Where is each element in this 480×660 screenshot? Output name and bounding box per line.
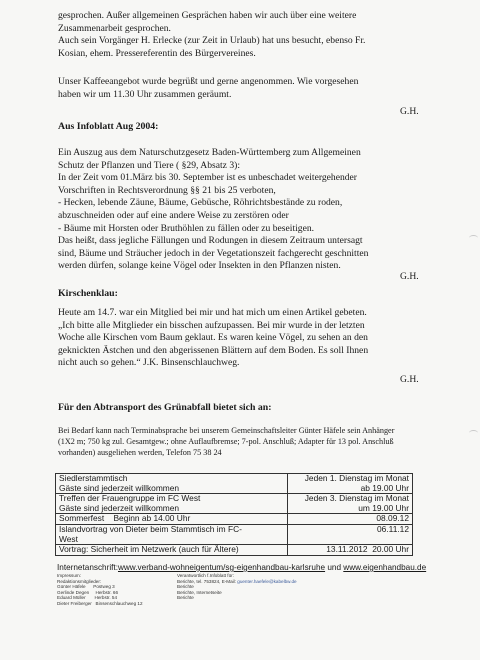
event-date: 08.09.12: [288, 514, 413, 525]
paragraph-anhaenger: Bei Bedarf kann nach Terminabsprache bei unserem Gemeinschaftsleiter Günter Häfele sein Anhänger (1X2 m; 750 kg zul. Gesamtgew.; ohne Auflaufbremse; 7-pol. Anschluß; Adapter für 13 pol. Anschluß vorhanden) ausgeliehen werden, Telefon 75 38 24: [58, 426, 395, 457]
impressum-row: Dieter Freiberger Binsenschlauchweg 12: [57, 600, 143, 606]
event-date: 13.11.2012 20.00 Uhr: [288, 545, 413, 556]
event-date: 06.11.12: [288, 524, 413, 544]
event-description: Islandvortrag von Dieter beim Stammtisch im FC- West: [56, 524, 288, 544]
heading-kirschenklau: Kirschenklau:: [58, 288, 118, 299]
table-row: [56, 514, 413, 525]
impressum-header: Redaktionsmitglieder:: [57, 578, 102, 584]
punch-hole-mark: [469, 430, 478, 436]
event-description: Sommerfest Beginn ab 14.00 Uhr: [56, 514, 288, 525]
heading-abtransport: Für den Abtransport des Grünabfall bietet sich an:: [58, 402, 272, 413]
table-row: [56, 474, 413, 494]
link-eigenhandbau[interactable]: www.eigenhandbau.de: [343, 563, 427, 572]
impressum-row: Berichte: [177, 595, 194, 601]
table-row: [56, 545, 413, 556]
table-row: [56, 494, 413, 514]
paragraph-naturschutz: Ein Auszug aus dem Naturschutzgesetz Baden-Württemberg zum Allgemeinen Schutz der Pflanzen und Tiere ( §29, Absatz 3): In der Zeit vom 01.März bis 30. September ist es unbeschadet weitergehender Vorschriften in Rechtsverordnung §§ 21 bis 25 verboten, - Hecken, lebende Zäune, Bäume, Gebüsche, Röhrichtsbestände zu roden, abzuschneiden oder auf eine andere Weise zu zerstören oder - Bäume mit Horsten oder Bruthöhlen zu fällen oder zu beseitigen. Das heißt, dass jegliche Fällungen und Rodungen in diesem Zeitraum untersagt sind, Bäume und Sträucher jedoch in der Vegetationszeit fachgerecht geschnitten werden dürfen, solange keine Vögel oder Insekten in den Pflanzen nisten.: [58, 147, 369, 272]
table-row: [56, 524, 413, 544]
paragraph-coffee: Unser Kaffeeangebot wurde begrüßt und gerne angenommen. Wie vorgesehen haben wir um 11.30 Uhr zusammen geräumt.: [58, 76, 359, 100]
event-date: Jeden 3. Dienstag im Monat um 19.00 Uhr: [288, 494, 413, 514]
event-description: Treffen der Frauengruppe im FC West Gäste sind jederzeit willkommen: [56, 494, 288, 514]
impressum-row: Eduard Müller Herbstr. 54: [57, 595, 117, 601]
signature-gh: G.H.: [400, 374, 419, 385]
paragraph-visit: gesprochen. Außer allgemeinen Gesprächen haben wir auch über eine weitere Zusammenarbeit gesprochen. Auch sein Vorgänger H. Erlecke (zur Zeit in Urlaub) hat uns besucht, ebenso Fr. Kosian, ehem. Pressereferentin des Bürgervereines.: [58, 10, 366, 59]
impressum-row: Gerlinde Degen Herbstr. 66: [57, 589, 119, 595]
signature-gh: G.H.: [400, 271, 419, 282]
impressum-email[interactable]: guenter.haefele@kabelbw.de: [237, 578, 297, 584]
impressum-row: Berichte, Internetseite: [177, 589, 222, 595]
link-verband[interactable]: www.verband-wohneigentum/sg-eigenhandbau-karlsruhe: [117, 563, 326, 572]
impressum-row: Berichte, tel. 753824, E-Mail: guenter.haefele@kabelbw.de: [177, 578, 297, 584]
impressum-row: Günter Häfele Postweg 3: [57, 584, 115, 590]
signature-gh: G.H.: [400, 106, 419, 117]
punch-hole-mark: [469, 235, 478, 241]
events-table: [55, 473, 413, 556]
internet-address: Internetanschrift:www.verband-wohneigentum/sg-eigenhandbau-karlsruhe und www.eigenhandbau.de: [57, 563, 427, 572]
heading-infoblatt: Aus Infoblatt Aug 2004:: [58, 121, 159, 132]
impressum-row: Berichte: [177, 584, 194, 590]
impressum-title: Impressum:: [57, 573, 81, 578]
impressum-row: Verantwortlich f.Infoblatt für:: [177, 573, 234, 578]
event-description: Siedlerstammtisch Gäste sind jederzeit willkommen: [56, 474, 288, 494]
event-description: Vortrag: Sicherheit im Netzwerk (auch für Ältere): [56, 545, 288, 556]
paragraph-kirschen: Heute am 14.7. war ein Mitglied bei mir und hat mich um einen Artikel gebeten. „Ich bitte alle Mitglieder ein bisschen aufzupassen. Bei mir wurde in der letzten Woche alle Kirschen vom Baum geklaut. Es waren keine Vögel, zu sehen an den geknickten Ästchen und den abgerissenen Blättern auf dem Boden. Es soll Ihnen nicht auch so gehen.“ J.K. Binsenschlauchweg.: [58, 307, 369, 369]
event-date: Jeden 1. Dienstag im Monat ab 19.00 Uhr: [288, 474, 413, 494]
internet-label: Internetanschrift:: [57, 563, 118, 572]
